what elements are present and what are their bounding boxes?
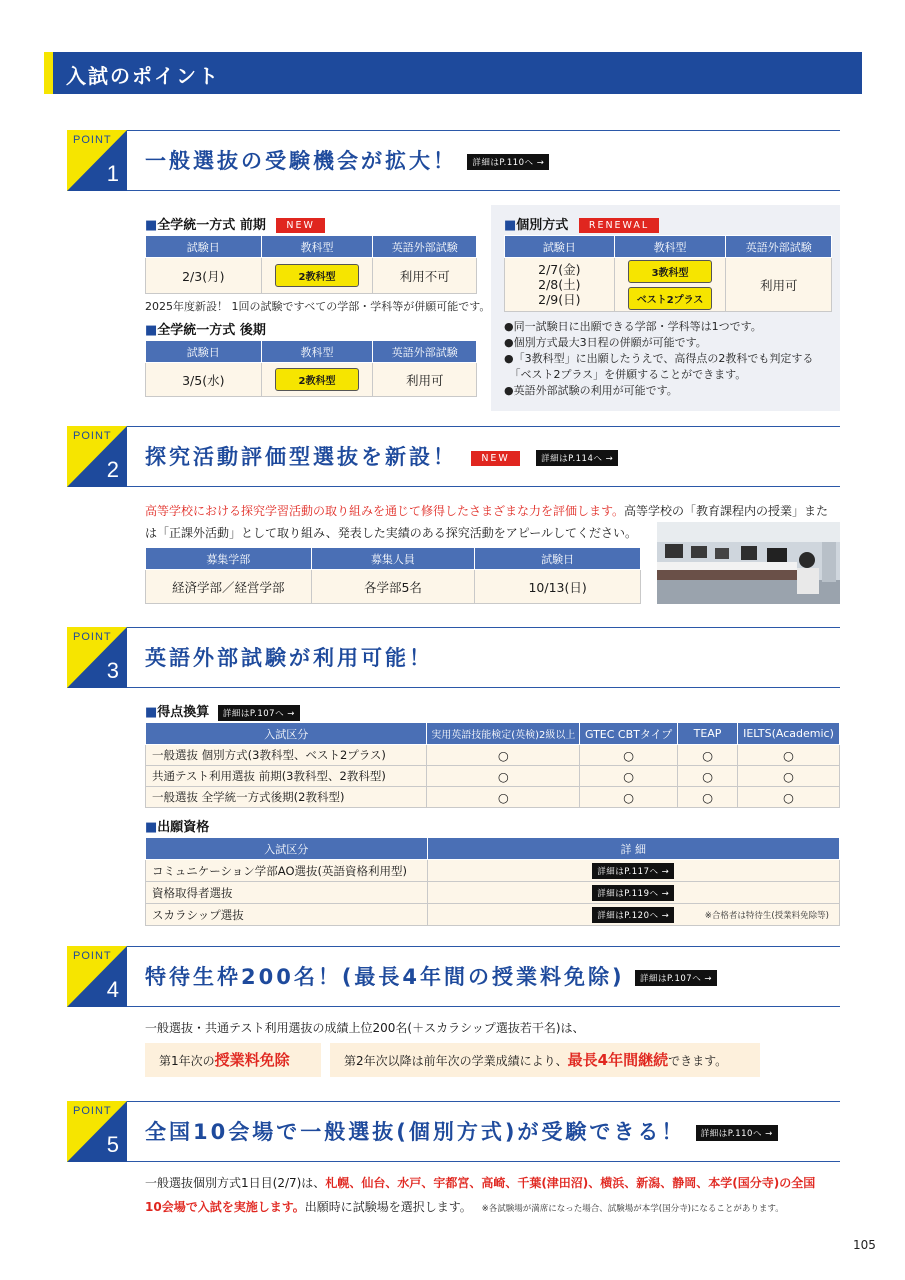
point-1-badge: POINT 1 [67,130,127,191]
subject-type-pill: 3教科型 [628,260,712,283]
point-number: 3 [106,658,119,683]
kobetsu-table: 試験日 教科型 英語外部試験 2/7(金) 2/8(土) 2/9(日) 3教科型 ベスト2プラス 利用可 [504,235,832,312]
page-ref-link[interactable]: 詳細はP.120へ → [592,907,674,923]
page-number: 105 [853,1238,876,1252]
score-conversion-table: 入試区分 実用英語技能検定(英検)2級以上 GTEC CBTタイプ TEAP IELTS(Academic) 一般選抜 個別方式(3教科型、ベスト2プラス) ○ ○ ○ ○ 共通テスト利用選抜 前期(3教科型、2教科型) ○ ○ ○ ○ 一般選抜 全学統一方式後期(2教科型) ○ ○ ○ ○ [145,722,840,808]
renewal-badge: RENEWAL [579,218,659,233]
continuation-box: 第2年次以降は前年次の学業成績により、最長4年間継続できます。 [330,1043,760,1077]
table-row: 資格取得者選抜 詳細はP.119へ → [146,882,840,904]
point-number: 5 [106,1132,119,1157]
subhead-zengaku-kouki: ■全学統一方式 後期 [145,323,266,338]
point-2-badge: POINT 2 [67,426,127,487]
point-4-badge: POINT 4 [67,946,127,1007]
subhead-qualification: ■出願資格 [145,820,210,835]
table-row: コミュニケーション学部AO選抜(英語資格利用型) 詳細はP.117へ → [146,860,840,882]
zenki-table: 試験日 教科型 英語外部試験 2/3(月) 2教科型 利用不可 [145,235,477,294]
table-row: 共通テスト利用選抜 前期(3教科型、2教科型) ○ ○ ○ ○ [146,766,840,787]
page-ref-link[interactable]: 詳細はP.110へ → [696,1125,778,1141]
point-1-header [67,130,840,191]
page-ref-link[interactable]: 詳細はP.110へ → [467,154,549,170]
point-5-badge: POINT 5 [67,1101,127,1162]
venue-note: ※各試験場が満席になった場合、試験場が本学(国分寺)になることがあります。 [481,1204,784,1214]
point-3-title: 英語外部試験が利用可能！ [145,646,433,670]
kobetsu-bullets: ●同一試験日に出願できる学部・学科等は1つです。 ●個別方式最大3日程の併願が可能です。 ●「3教科型」に出願したうえで、高得点の2教科でも判定する 「ベスト2プラス」を併願することができます。 ●英語外部試験の利用が可能です。 [504,320,814,397]
header-accent-bar [44,52,53,94]
point-number: 2 [106,457,119,482]
page-ref-link[interactable]: 詳細はP.117へ → [592,863,674,879]
table-row: 一般選抜 個別方式(3教科型、ベスト2プラス) ○ ○ ○ ○ [146,745,840,766]
scholarship-note: ※合格者は特待生(授業料免除等) [704,911,829,921]
classroom-photo [657,522,840,604]
point-number: 1 [106,161,119,186]
new-badge: NEW [276,218,325,233]
point-2-title: 探究活動評価型選抜を新設！ NEW 詳細はP.114へ → [145,441,618,471]
point-1-title: 一般選抜の受験機会が拡大！ 詳細はP.110へ → [145,145,549,175]
point-5-title: 全国10会場で一般選抜(個別方式)が受験できる！ 詳細はP.110へ → [145,1116,778,1146]
point-3-badge: POINT 3 [67,627,127,688]
point-4-header [67,946,840,1007]
subhead-score-conversion: ■得点換算 詳細はP.107へ → [145,701,300,721]
point-2-desc: 高等学校における探究学習活動の取り組みを通じて修得したさまざまな力を評価します。高等学校の「教育課程内の授業」また は「正課外活動」として取り組み、発表した実績のある探究活動をアピールしてください。 [145,504,829,540]
point-5-header [67,1101,840,1162]
page-header [44,52,862,94]
subhead-kobetsu: ■個別方式 RENEWAL [504,214,659,233]
page-title: 入試のポイント [66,64,220,88]
subhead-zengaku-zenki: ■全学統一方式 前期 NEW [145,214,325,233]
table-row: 一般選抜 全学統一方式後期(2教科型) ○ ○ ○ ○ [146,787,840,808]
point-4-desc: 一般選抜・共通テスト利用選抜の成績上位200名(＋スカラシップ選抜若干名)は、 [145,1021,585,1035]
point-2-header [67,426,840,487]
tuition-free-box: 第1年次の授業料免除 [145,1043,321,1077]
subject-type-pill: 2教科型 [275,264,359,287]
page-ref-link[interactable]: 詳細はP.107へ → [218,705,300,721]
point-4-title: 特待生枠200名！(最長4年間の授業料免除) 詳細はP.107へ → [145,961,717,991]
kouki-table: 試験日 教科型 英語外部試験 3/5(水) 2教科型 利用可 [145,340,477,397]
new-badge: NEW [471,451,520,466]
page-ref-link[interactable]: 詳細はP.119へ → [592,885,674,901]
point-number: 4 [106,977,119,1002]
table-row: スカラシップ選抜 詳細はP.120へ → ※合格者は特待生(授業料免除等) [146,904,840,926]
qualification-table: 入試区分 詳 細 コミュニケーション学部AO選抜(英語資格利用型) 詳細はP.117へ → 資格取得者選抜 詳細はP.119へ → スカラシップ選抜 詳細はP.120へ → ※合格者は特待生(授業料免除等) [145,837,840,926]
subject-type-pill: ベスト2プラス [628,287,712,310]
page-ref-link[interactable]: 詳細はP.114へ → [536,450,618,466]
page-ref-link[interactable]: 詳細はP.107へ → [635,970,717,986]
tankyu-table: 募集学部 募集人員 試験日 経済学部／経営学部 各学部5名 10/13(日) [145,547,641,604]
subject-type-pill: 2教科型 [275,368,359,391]
zenki-note: 2025年度新設！ 1回の試験ですべての学部・学科等が併願可能です。 [145,300,491,313]
point-5-desc: 一般選抜個別方式1日目(2/7)は、札幌、仙台、水戸、宇都宮、高崎、千葉(津田沼)、横浜、新潟、静岡、本学(国分寺)の全国 10会場で入試を実施します。出願時に試験場を選択します。 ※各試験場が満席になった場合、試験場が本学(国分寺)になることがあります。 [145,1176,816,1214]
point-3-header [67,627,840,688]
